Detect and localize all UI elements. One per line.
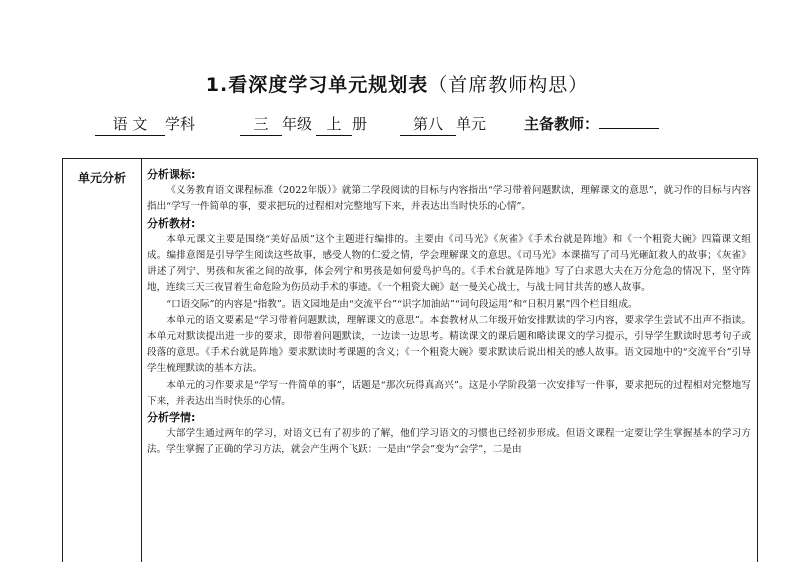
unit-analysis-table (62, 158, 758, 562)
title-paren: （首席教师构思） (428, 74, 589, 96)
section-heading-standards: 分析课标: (147, 168, 196, 181)
unit-value: 第八 (400, 113, 456, 136)
section-heading-learners: 分析学情: (147, 411, 196, 425)
subject-value: 语 文 (95, 113, 165, 136)
grade-field (240, 113, 367, 136)
unit-label: 单元 (456, 115, 487, 133)
teacher-value[interactable] (599, 128, 659, 129)
paragraph: 本单元课文主要是围绕“美好品质”这个主题进行编排的。主要由《司马光》《灰雀》《手术台就是阵地》和《一个粗瓷大碗》四篇课文组成。编排意图是引导学生阅读这些故事，感受人物的仁爱之情，学会理解课文的意思。《司马光》本课描写了司马光砸缸救人的故事；《灰雀》讲述了列宁、男孩和灰雀之间的故事，体会列宁和男孩是如何爱鸟护鸟的。《手术台就是阵地》写了白求恩大夫在万分危急的情况下，坚守阵地，连续三天三夜冒着生命危险为伤员动手术的事迹。《一个粗瓷大碗》赵一曼关心战士，与战士同甘共苦的感人故事。 (147, 233, 751, 294)
page-title (0, 72, 794, 98)
row-label-cell (63, 159, 142, 562)
paragraph: 本单元的语文要素是“学习带着问题默读，理解课文的意思”。本套教材从二年级开始安排默读的学习内容，要求学生尝试不出声不指读。本单元对默读提出进一步的要求，即带着问题默读，一边读一边思考。精读课文的课后题和略读课文的学习提示，引导学生默读时思考句子或段落的意思。《手术台就是阵地》要求默读时考课题的含义；《一个粗瓷大碗》要求默读后说出相关的感人故事。语文园地中的“交流平台”引导学生梳理默读的基本方法。 (147, 314, 751, 375)
paragraph: 《义务教育语文课程标准（2022年版）》就第二学段阅读的目标与内容指出“学习带着问题默读，理解课文的意思”，就习作的目标与内容指出“学写一件简单的事，要求把玩的过程相对完整地写下来，并表达出当时快乐的心情”。 (147, 185, 751, 213)
paragraph: “口语交际”的内容是“指教”。语文园地是由“交流平台”“识字加油站”“词句段运用”和“日积月累”四个栏目组成。 (166, 298, 638, 310)
analysis-content (147, 167, 751, 459)
grade-label: 年级 (282, 115, 313, 133)
section-heading-textbook: 分析教材: (147, 216, 196, 230)
info-line (0, 113, 794, 137)
unit-field (400, 113, 486, 136)
paragraph: 本单元的习作要求是“学写一件简单的事”，话题是“那次玩得真高兴”。这是小学阶段第一次安排写一件事，要求把玩的过程相对完整地写下来，并表达出当时快乐的心情。 (147, 379, 751, 407)
subject-field (95, 113, 195, 136)
row-label: 单元分析 (77, 171, 126, 185)
title-main: 1.看深度学习单元规划表 (205, 74, 429, 96)
grade-value: 三 (240, 113, 282, 136)
teacher-label: 主备教师： (524, 115, 600, 133)
subject-label: 学科 (165, 115, 196, 133)
paragraph: 大部学生通过两年的学习，对语文已有了初步的了解，他们学习语文的习惯也已经初步形成。但语文课程一定要让学生掌握基本的学习方法。学生掌握了正确的学习方法，就会产生两个飞跃：一是由“学会”变为“会学”，二是由 (147, 428, 751, 456)
teacher-field (524, 113, 659, 135)
volume-label: 册 (352, 115, 368, 133)
volume-value: 上 (316, 113, 352, 136)
